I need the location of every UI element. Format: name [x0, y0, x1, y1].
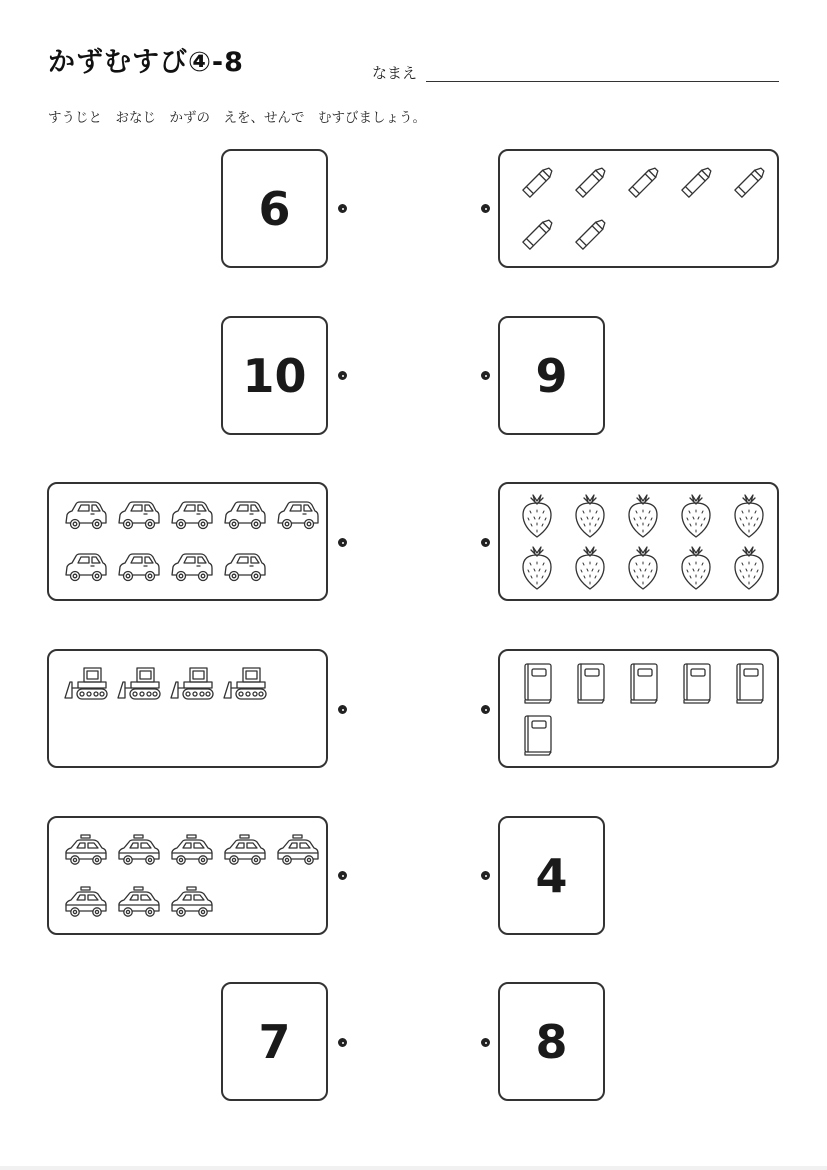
right-connector-dot[interactable] [481, 705, 490, 714]
strawberry-icon [669, 490, 722, 542]
police-car-icon [112, 824, 165, 876]
police-car-icon [165, 824, 218, 876]
left-connector-dot[interactable] [338, 871, 347, 880]
page-bottom-edge [0, 1166, 827, 1170]
strawberry-icon [669, 542, 722, 594]
left-picture-card [47, 816, 328, 935]
strawberry-icon [510, 542, 563, 594]
police-car-icon [112, 876, 165, 928]
car-icon [218, 542, 271, 594]
bulldozer-icon [218, 657, 271, 709]
left-connector-dot[interactable] [338, 538, 347, 547]
right-connector-dot[interactable] [481, 1038, 490, 1047]
name-label: なまえ [372, 64, 418, 82]
right-number-card: 4 [498, 816, 605, 935]
strawberry-icon [563, 542, 616, 594]
strawberry-icon [563, 490, 616, 542]
instruction-text: すうじと おなじ かずの えを、せんで むすびましょう。 [48, 110, 426, 126]
strawberry-icon [510, 490, 563, 542]
strawberry-icon [616, 490, 669, 542]
crayon-icon [669, 157, 722, 209]
bulldozer-icon [59, 657, 112, 709]
bulldozer-icon [165, 657, 218, 709]
car-icon [165, 542, 218, 594]
police-car-icon [165, 876, 218, 928]
right-connector-dot[interactable] [481, 204, 490, 213]
car-icon [59, 490, 112, 542]
right-number-card: 8 [498, 982, 605, 1101]
police-car-icon [218, 824, 271, 876]
strawberry-icon [616, 542, 669, 594]
right-connector-dot[interactable] [481, 371, 490, 380]
police-car-icon [271, 824, 324, 876]
notebook-icon [510, 657, 563, 709]
right-picture-card [498, 149, 779, 268]
crayon-icon [510, 209, 563, 261]
car-icon [59, 542, 112, 594]
right-picture-card [498, 649, 779, 768]
crayon-icon [616, 157, 669, 209]
crayon-icon [563, 157, 616, 209]
name-input-line[interactable] [426, 81, 779, 82]
strawberry-icon [722, 490, 775, 542]
notebook-icon [669, 657, 722, 709]
left-connector-dot[interactable] [338, 204, 347, 213]
strawberry-icon [722, 542, 775, 594]
police-car-icon [59, 824, 112, 876]
car-icon [218, 490, 271, 542]
bulldozer-icon [112, 657, 165, 709]
right-connector-dot[interactable] [481, 871, 490, 880]
notebook-icon [616, 657, 669, 709]
right-number-card: 9 [498, 316, 605, 435]
left-connector-dot[interactable] [338, 705, 347, 714]
right-picture-card [498, 482, 779, 601]
police-car-icon [59, 876, 112, 928]
crayon-icon [563, 209, 616, 261]
left-number-card: 7 [221, 982, 328, 1101]
left-picture-card [47, 649, 328, 768]
car-icon [112, 490, 165, 542]
left-connector-dot[interactable] [338, 371, 347, 380]
left-number-card: 10 [221, 316, 328, 435]
worksheet-title: かずむすび④-8 [48, 47, 244, 78]
crayon-icon [510, 157, 563, 209]
notebook-icon [563, 657, 616, 709]
car-icon [271, 490, 324, 542]
car-icon [165, 490, 218, 542]
notebook-icon [510, 709, 563, 761]
car-icon [112, 542, 165, 594]
left-number-card: 6 [221, 149, 328, 268]
right-connector-dot[interactable] [481, 538, 490, 547]
crayon-icon [722, 157, 775, 209]
left-connector-dot[interactable] [338, 1038, 347, 1047]
left-picture-card [47, 482, 328, 601]
notebook-icon [722, 657, 775, 709]
